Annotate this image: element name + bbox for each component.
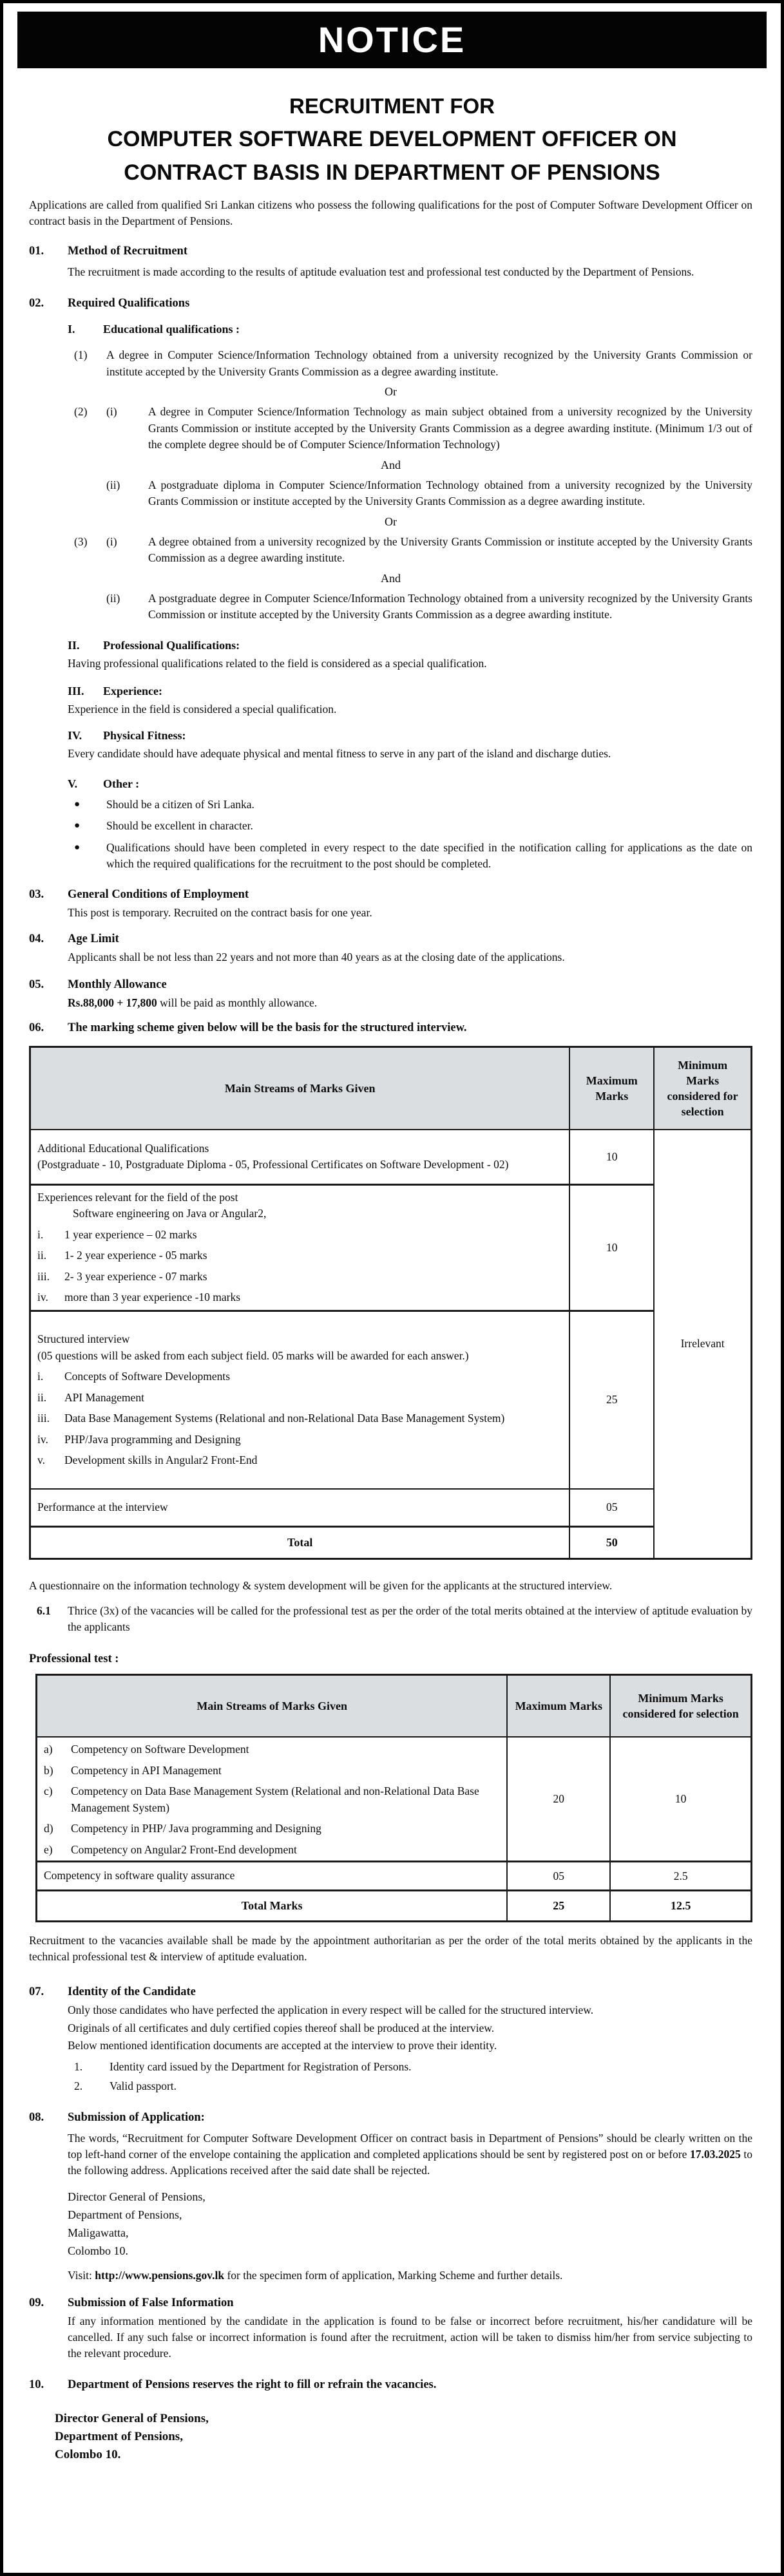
section-02-heading xyxy=(29,296,752,311)
item-text: Identity card issued by the Department for Registration of Persons. xyxy=(110,2060,412,2073)
other-heading xyxy=(68,776,752,791)
max-marks-value: 10 xyxy=(569,1184,654,1311)
section-09-body: If any information mentioned by the candidate in the application is found to be false or incorrect before recruitment, his/her candidature will be cancelled. If any such false or incorrect information is found after the recruitment, action will be taken to dismiss him/her from service subjecting to the relevant procedure. xyxy=(68,2314,752,2360)
section-number: 03. xyxy=(29,887,44,901)
item-text: A postgraduate diploma in Computer Science/Information Technology obtained from a university recognized by the University Grants Commission or institute accepted by the University Grants Commission as a degree awarding institute. xyxy=(148,478,752,507)
total-max-value: 25 xyxy=(507,1891,610,1922)
visit-text-pre: Visit: xyxy=(68,2268,95,2282)
title-line-2: COMPUTER SOFTWARE DEVELOPMENT OFFICER ON xyxy=(107,127,677,151)
section-title: Identity of the Candidate xyxy=(68,1985,196,1998)
section-number: 08. xyxy=(29,2110,44,2124)
professional-test-label: Professional test : xyxy=(29,1652,119,1665)
item-label: 1. xyxy=(74,2060,83,2073)
section-09-heading xyxy=(29,2295,752,2311)
item-text: 1- 2 year experience - 05 marks xyxy=(64,1249,207,1262)
min-marks-merged-cell: Irrelevant xyxy=(654,1130,751,1558)
signature-block xyxy=(55,2410,752,2464)
table-header-streams: Main Streams of Marks Given xyxy=(37,1674,508,1737)
row-detail: (05 questions will be asked from each subject field. 05 marks will be awarded for each answer.) xyxy=(37,1349,469,1362)
interview-subject xyxy=(37,1452,562,1469)
section-number: 6.1 xyxy=(37,1604,51,1617)
row-title: Structured interview xyxy=(37,1332,130,1345)
other-bullet-3 xyxy=(29,840,752,873)
row-title: Additional Educational Qualifications xyxy=(37,1141,209,1155)
section-number: 09. xyxy=(29,2296,44,2309)
connector-and: And xyxy=(381,571,401,585)
signature-line: Colombo 10. xyxy=(55,2447,121,2461)
item-label: (1) xyxy=(74,348,88,361)
connector-and: And xyxy=(381,458,401,471)
section-title: The marking scheme given below will be the basis for the structured interview. xyxy=(68,1021,467,1034)
postal-address xyxy=(68,2188,752,2260)
item-sublabel: (i) xyxy=(106,405,117,418)
item-label: ii. xyxy=(37,1249,47,1262)
connector-or: Or xyxy=(385,515,397,528)
closing-date: 17.03.2025 xyxy=(690,2147,741,2161)
visit-text-post: for the specimen form of application, Marking Scheme and further details. xyxy=(224,2268,563,2282)
section-04 xyxy=(29,931,752,965)
row-title: Experiences relevant for the field of the post xyxy=(37,1190,238,1204)
total-label: Total Marks xyxy=(37,1891,508,1922)
competency-item xyxy=(44,1763,500,1779)
item-sublabel: (i) xyxy=(106,535,117,548)
qualification-2i xyxy=(29,404,752,453)
section-title: Submission of Application: xyxy=(68,2110,205,2124)
submission-paragraph xyxy=(68,2130,752,2179)
competency-item xyxy=(44,1783,500,1816)
bullet-text: Qualifications should have been completed in every respect to the date specified in the notification calling for applications as the date on which the required qualifications for the recruitment to the post should be completed. xyxy=(106,840,752,870)
section-6-1 xyxy=(29,1603,752,1636)
item-text: 1 year experience – 02 marks xyxy=(64,1227,197,1241)
item-text: Valid passport. xyxy=(110,2079,177,2092)
section-01-body: The recruitment is made according to the results of aptitude evaluation test and professional test conducted by the Department of Pensions. xyxy=(68,265,694,278)
item-text: Competency in PHP/ Java programming and Designing xyxy=(71,1822,321,1835)
section-03-heading xyxy=(29,887,752,902)
interview-marks-table xyxy=(29,1046,752,1560)
interview-subject xyxy=(37,1368,562,1385)
item-label: (3) xyxy=(74,535,88,548)
section-number: 06. xyxy=(29,1021,44,1034)
total-min-value: 12.5 xyxy=(610,1891,751,1922)
item-text: API Management xyxy=(64,1390,144,1404)
questionnaire-note: A questionnaire on the information technology & system development will be given for the applicants at the structured interview. xyxy=(29,1578,613,1592)
experience-item xyxy=(37,1227,562,1244)
section-title: Method of Recruitment xyxy=(68,245,187,258)
competency-item xyxy=(44,1741,500,1758)
section-05-body xyxy=(68,995,752,1011)
educational-qualifications-heading xyxy=(68,321,752,337)
section-09 xyxy=(29,2295,752,2362)
other-bullet-2 xyxy=(29,818,752,835)
section-title: Age Limit xyxy=(68,932,119,945)
bullet-text: Should be a citizen of Sri Lanka. xyxy=(106,797,254,811)
max-marks-value: 05 xyxy=(569,1489,654,1526)
section-07 xyxy=(29,1984,752,2093)
intro-paragraph: Applications are called from qualified Sri Lankan citizens who possess the following qualifications for the post of Computer Software Development Officer on contract basis in the Department of Pensions. xyxy=(29,198,752,227)
address-line: Department of Pensions, xyxy=(68,2208,182,2221)
table-header-max-marks: Maximum Marks xyxy=(507,1674,610,1737)
experience-item xyxy=(37,1269,562,1285)
row-quality-assurance: Competency in software quality assurance xyxy=(37,1862,508,1891)
total-max-value: 50 xyxy=(569,1526,654,1558)
section-01-heading xyxy=(29,243,752,259)
qualification-3ii xyxy=(29,591,752,623)
row-competencies xyxy=(37,1737,508,1862)
bullet-icon: ● xyxy=(74,842,81,853)
item-label: e) xyxy=(44,1842,53,1856)
interview-subject xyxy=(37,1410,562,1427)
section-title: Submission of False Information xyxy=(68,2296,234,2309)
title-line-3: CONTRACT BASIS IN DEPARTMENT OF PENSIONS xyxy=(124,160,660,185)
section-05-heading xyxy=(29,977,752,992)
qualification-2ii xyxy=(29,477,752,510)
item-label: i. xyxy=(37,1227,44,1241)
identity-line-3: Below mentioned identification documents are accepted at the interview to prove their identity. xyxy=(68,2039,497,2052)
section-title: Department of Pensions reserves the right to fill or refrain the vacancies. xyxy=(68,2378,437,2391)
identity-line-1: Only those candidates who have perfected the application in every respect will be called for the structured interview. xyxy=(68,2003,594,2016)
section-number: 04. xyxy=(29,932,44,945)
identity-doc-1 xyxy=(29,2060,752,2074)
interview-subject xyxy=(37,1432,562,1448)
item-text: A degree obtained from a university recognized by the University Grants Commission or institute accepted by the University Grants Commission as a degree awarding institute. xyxy=(148,535,752,564)
section-08-heading xyxy=(29,2110,752,2125)
identity-doc-2 xyxy=(29,2079,752,2093)
item-text: Concepts of Software Developments xyxy=(64,1370,231,1383)
table-header-streams: Main Streams of Marks Given xyxy=(30,1046,570,1130)
row-structured-interview xyxy=(30,1311,570,1489)
experience-body: Experience in the field is considered a special qualification. xyxy=(68,702,337,715)
competency-item xyxy=(44,1842,500,1859)
item-text: PHP/Java programming and Designing xyxy=(64,1432,241,1446)
item-text: 2- 3 year experience - 07 marks xyxy=(64,1269,207,1283)
item-label: iii. xyxy=(37,1269,50,1283)
section-04-body: Applicants shall be not less than 22 years and not more than 40 years as at the closing date of the applications. xyxy=(68,950,565,963)
submission-text-post: to the following address. Applications received after the said date shall be rejected. xyxy=(68,2147,752,2177)
qualification-3i xyxy=(29,534,752,567)
item-label: b) xyxy=(44,1763,53,1777)
roman-title: Experience: xyxy=(103,684,162,697)
section-10-heading xyxy=(29,2378,752,2392)
submission-text-pre: The words, “Recruitment for Computer Software Development Officer on contract basis in Department of Pensions” should be clearly written on the top left-hand corner of the envelope containing the application and completed applications should be sent by registered post on or before xyxy=(68,2131,752,2161)
website-link[interactable]: http://www.pensions.gov.lk xyxy=(95,2268,225,2282)
item-label: d) xyxy=(44,1822,53,1835)
item-text: Competency on Data Base Management System (Relational and non-Relational Data Base Management System) xyxy=(71,1785,479,1814)
item-label: a) xyxy=(44,1743,53,1756)
section-02 xyxy=(29,296,752,873)
professional-qualifications-body: Having professional qualifications related to the field is considered as a special qualification. xyxy=(68,656,487,670)
competency-item xyxy=(44,1821,500,1837)
table-header-min-marks: Minimum Marks considered for selection xyxy=(654,1046,751,1130)
identity-line-2: Originals of all certificates and duly certified copies thereof shall be produced at the interview. xyxy=(68,2021,495,2034)
roman-title: Physical Fitness: xyxy=(103,728,186,742)
row-additional-qualifications xyxy=(30,1130,570,1184)
section-text: Thrice (3x) of the vacancies will be called for the professional test as per the order of the total merits obtained at the interview of aptitude evaluation by the applicants xyxy=(68,1604,752,1633)
section-number: 05. xyxy=(29,978,44,991)
connector-or: Or xyxy=(385,385,397,398)
total-label: Total xyxy=(30,1526,570,1558)
item-label: v. xyxy=(37,1454,45,1466)
roman-label: V. xyxy=(68,777,78,790)
row-subtitle: Software engineering on Java or Angular2, xyxy=(73,1207,267,1220)
row-experiences xyxy=(30,1184,570,1311)
section-number: 10. xyxy=(29,2378,44,2391)
section-number: 01. xyxy=(29,245,44,258)
recruitment-note: Recruitment to the vacancies available shall be made by the appointment authoritarian as per the order of the total merits obtained by the applicants in the technical professional test & interview of aptitude evaluation. xyxy=(29,1934,752,1963)
item-label: ii. xyxy=(37,1390,47,1404)
max-marks-value: 05 xyxy=(507,1862,610,1891)
roman-title: Professional Qualifications: xyxy=(103,638,240,652)
address-line: Colombo 10. xyxy=(68,2244,129,2257)
item-text: Competency in API Management xyxy=(71,1763,222,1777)
professional-test-table xyxy=(35,1674,752,1923)
section-07-heading xyxy=(29,1984,752,2000)
section-05 xyxy=(29,977,752,1011)
max-marks-value: 25 xyxy=(569,1311,654,1489)
section-08 xyxy=(29,2110,752,2282)
section-number: 07. xyxy=(29,1985,44,1998)
interview-subject xyxy=(37,1390,562,1406)
notice-banner: NOTICE xyxy=(17,12,767,68)
item-text: Development skills in Angular2 Front-End xyxy=(64,1454,258,1466)
physical-fitness-heading xyxy=(68,728,752,743)
item-text: Competency on Software Development xyxy=(71,1743,249,1756)
item-sublabel: (ii) xyxy=(106,591,120,605)
roman-label: I. xyxy=(68,323,75,336)
page-title xyxy=(15,90,769,189)
section-03 xyxy=(29,887,752,921)
item-label: i. xyxy=(37,1370,44,1383)
item-text: A degree in Computer Science/Information Technology obtained from a university recognized by the University Grants Commission or institute accepted by the University Grants Commission as a degree awarding institute. xyxy=(106,348,752,378)
item-text: A postgraduate degree in Computer Science/Information Technology obtained from a university recognized by the University Grants Commission or institute accepted by the University Grants Commission as a degree awarding institute. xyxy=(148,591,752,621)
roman-label: IV. xyxy=(68,728,82,742)
table-header-max-marks: Maximum Marks xyxy=(569,1046,654,1130)
section-title: Monthly Allowance xyxy=(68,978,167,991)
bullet-icon: ● xyxy=(74,820,81,831)
roman-label: III. xyxy=(68,684,84,697)
section-title: General Conditions of Employment xyxy=(68,887,249,901)
row-detail: (Postgraduate - 10, Postgraduate Diploma - 05, Professional Certificates on Software Development - 02) xyxy=(37,1158,509,1171)
item-label: iii. xyxy=(37,1412,50,1425)
section-04-heading xyxy=(29,931,752,947)
experience-item xyxy=(37,1247,562,1264)
section-06-heading xyxy=(29,1020,752,1036)
item-text: A degree in Computer Science/Information Technology as main subject obtained from a university recognized by the University Grants Commission or institute accepted by the University Grants Commission as a degree awarding institute. (Minimum 1/3 out of the complete degree should be of Computer Science/Information Technology) xyxy=(148,405,752,451)
visit-line xyxy=(68,2269,752,2282)
item-sublabel: (ii) xyxy=(106,478,120,491)
signature-line: Director General of Pensions, xyxy=(55,2411,209,2425)
item-text: more than 3 year experience -10 marks xyxy=(64,1291,241,1303)
item-label: iv. xyxy=(37,1432,48,1446)
item-text: Competency on Angular2 Front-End development xyxy=(71,1842,297,1856)
address-line: Director General of Pensions, xyxy=(68,2190,206,2203)
max-marks-value: 10 xyxy=(569,1130,654,1184)
bullet-icon: ● xyxy=(74,799,81,810)
allowance-amount: Rs.88,000 + 17,800 xyxy=(68,996,157,1009)
item-label: (2) xyxy=(74,405,88,418)
roman-title: Other : xyxy=(103,777,140,790)
section-01 xyxy=(29,243,752,280)
section-title: Required Qualifications xyxy=(68,297,190,310)
notice-body xyxy=(15,197,769,2464)
physical-fitness-body: Every candidate should have adequate physical and mental fitness to serve in any part of the island and discharge duties. xyxy=(68,746,611,760)
address-line: Maligawatta, xyxy=(68,2226,129,2239)
bullet-text: Should be excellent in character. xyxy=(106,819,253,832)
section-number: 02. xyxy=(29,297,44,310)
other-bullet-1 xyxy=(29,797,752,813)
min-marks-value: 10 xyxy=(610,1737,751,1862)
table-header-min-marks: Minimum Marks considered for selection xyxy=(610,1674,751,1737)
signature-line: Department of Pensions, xyxy=(55,2429,183,2443)
roman-label: II. xyxy=(68,638,80,652)
section-06 xyxy=(29,1020,752,1036)
allowance-rest: will be paid as monthly allowance. xyxy=(157,996,318,1009)
roman-title: Educational qualifications : xyxy=(103,323,240,336)
experience-heading xyxy=(68,683,752,699)
item-label: iv. xyxy=(37,1291,48,1303)
section-03-body: This post is temporary. Recruited on the contract basis for one year. xyxy=(68,905,372,919)
row-performance: Performance at the interview xyxy=(30,1489,570,1526)
professional-qualifications-heading xyxy=(68,638,752,653)
min-marks-value: 2.5 xyxy=(610,1862,751,1891)
item-label: c) xyxy=(44,1785,53,1797)
max-marks-value: 20 xyxy=(507,1737,610,1862)
qualification-1 xyxy=(29,347,752,380)
title-line-1: RECRUITMENT FOR xyxy=(289,94,495,118)
experience-item xyxy=(37,1289,562,1306)
item-label: 2. xyxy=(74,2079,83,2092)
item-text: Data Base Management Systems (Relational and non-Relational Data Base Management System) xyxy=(64,1412,505,1425)
